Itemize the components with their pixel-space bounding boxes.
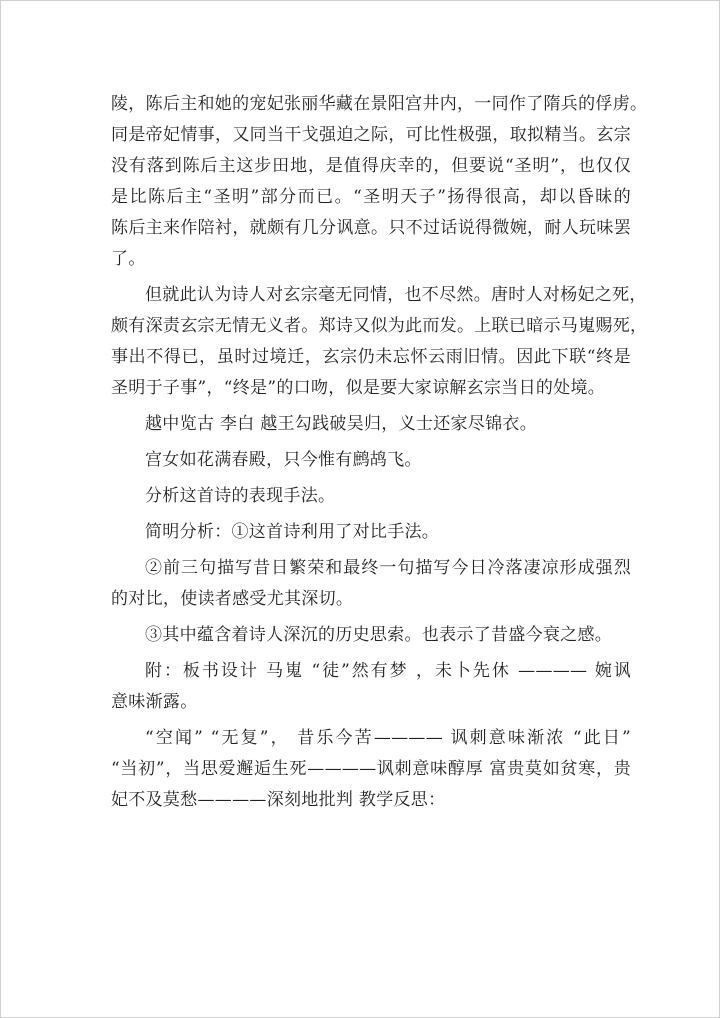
text-line: 但就此认为诗人对玄宗毫无同情，也不尽然。唐时人对杨妃之死，: [145, 285, 647, 305]
board-design-details: [111, 723, 631, 816]
text-line: 妃不及莫愁————深刻地批判 教学反思：: [111, 790, 446, 810]
text-line: 宫女如花满春殿，只今惟有鹧鸪飞。: [145, 450, 422, 470]
paragraph-sympathy: [111, 280, 648, 404]
poem-second-line: [111, 445, 631, 476]
board-design-heading: [111, 656, 631, 718]
analysis-point-3: [111, 620, 631, 651]
poem-title-line: [111, 409, 631, 440]
document-body: [111, 89, 648, 821]
text-line: 越中览古 李白 越王勾践破吴归，义士还家尽锦衣。: [145, 414, 538, 434]
text-line: 陵，陈后主和她的宠妃张丽华藏在景阳宫井内，一同作了隋兵的俘虏。: [111, 94, 648, 114]
paragraph-chen-houzhu: [111, 89, 648, 275]
text-line: 陈后主来作陪衬，就颇有几分讽意。只不过话说得微婉，耐人玩味罢: [111, 218, 631, 238]
text-line: 圣明于子事”，“终是”的口吻，似是要大家谅解玄宗当日的处境。: [111, 378, 606, 398]
text-line: ③其中蕴含着诗人深沉的历史思索。也表示了昔盛今衰之感。: [145, 625, 613, 645]
text-line: “当初”，当思爱邂逅生死————讽刺意味醇厚 富贵莫如贫寒，贵: [111, 759, 631, 779]
text-line: “空闻” “无复”， 昔乐今苦———— 讽刺意味渐浓 “此日”: [145, 728, 631, 748]
text-line: 的对比，使读者感受尤其深切。: [111, 589, 354, 609]
text-line: 是比陈后主“圣明”部分而已。“圣明天子”扬得很高，却以昏昧的: [111, 187, 631, 207]
analysis-point-1: [111, 517, 631, 548]
text-line: 事出不得已，虽时过境迁，玄宗仍未忘怀云雨旧情。因此下联“终是: [111, 347, 631, 367]
text-line: ②前三句描写昔日繁荣和最终一句描写今日冷落凄凉形成强烈: [145, 558, 631, 578]
text-line: 分析这首诗的表现手法。: [145, 486, 336, 506]
text-line: 同是帝妃情事，又同当干戈强迫之际，可比性极强，取拟精当。玄宗: [111, 125, 631, 145]
text-line: 了。: [111, 249, 146, 269]
text-line: 简明分析：①这首诗利用了对比手法。: [145, 522, 440, 542]
text-line: 附：板书设计 马嵬 “徒”然有梦 ，未卜先休 ———— 婉讽: [145, 661, 631, 681]
text-line: 意味渐露。: [111, 692, 198, 712]
text-line: 没有落到陈后主这步田地，是值得庆幸的，但要说“圣明”，也仅仅: [111, 156, 631, 176]
analysis-point-2: [111, 553, 631, 615]
analysis-question: [111, 481, 631, 512]
text-line: 颇有深责玄宗无情无义者。郑诗又似为此而发。上联已暗示马嵬赐死，: [111, 316, 648, 336]
